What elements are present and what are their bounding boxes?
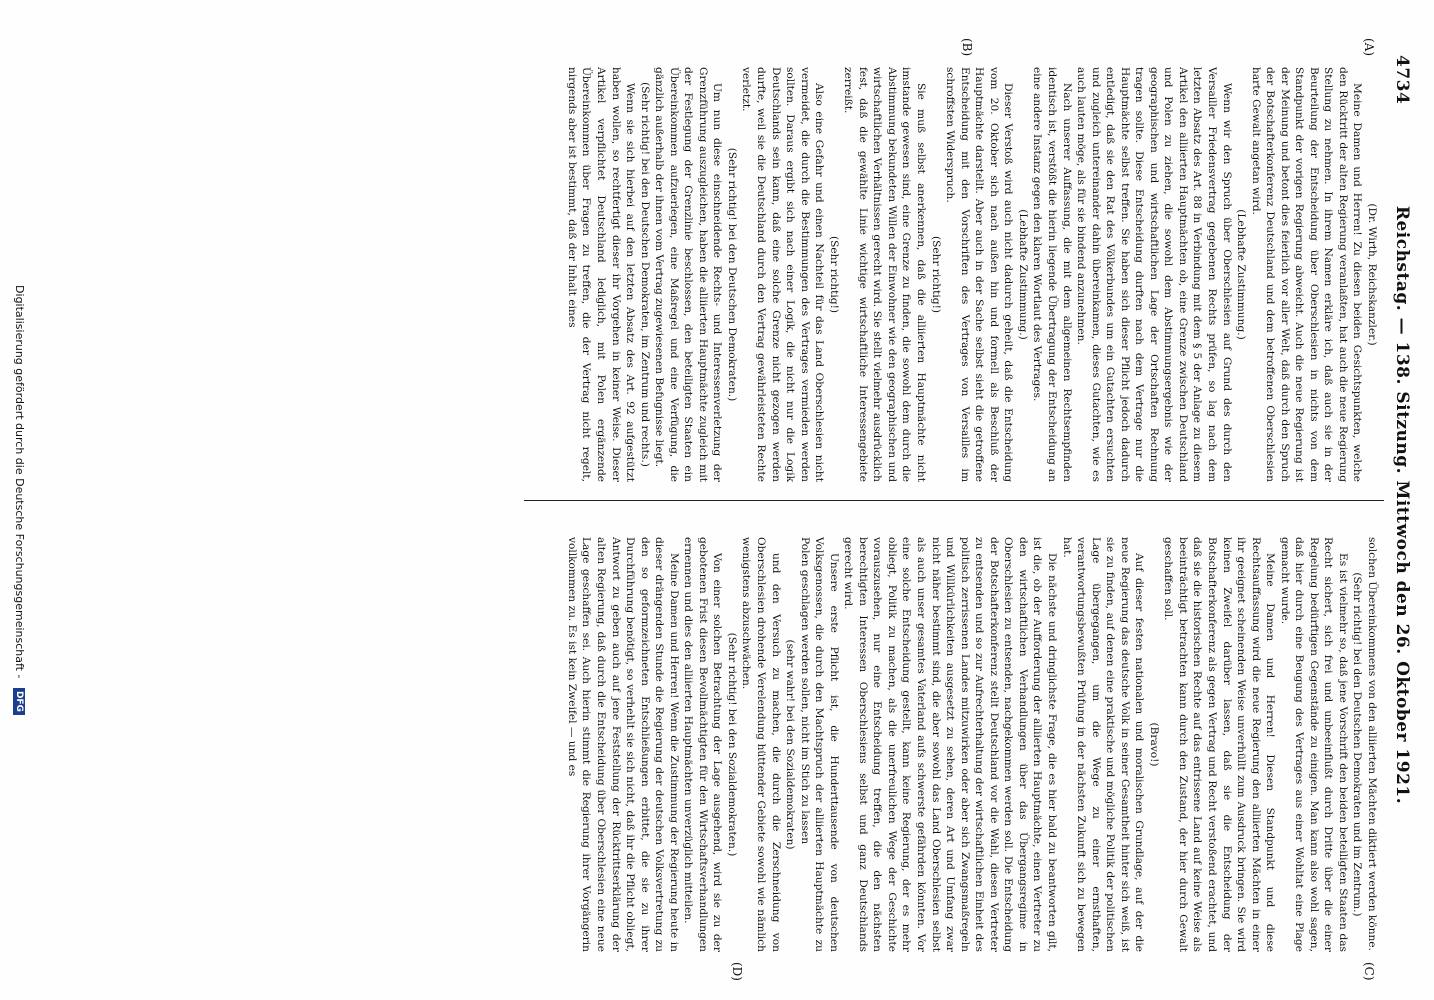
paragraph: Die nächste und dringlichste Frage, die es hier bald zu beantworten gilt, ist die, ob der Aufforderung der alliierten Hauptmächte, einen Vertreter zu den wirtschaftlichen Verhandlungen über das Übergangsregime in Oberschlesien zu entsenden, nachgekommen werden soll. Die Entscheidung der Botschafterkonferenz stellt Deutschland vor die Wahl, diesen Vertreter zu entsenden und so zur Aufrechterhaltung der wirtschaftlichen Einheit des politisch zerrissenen Landes mitzuwirken oder aber sich Zwangsmaßregeln und Willkürlichkeiten ausgesetzt zu sehen, deren Art und Umfang zwar nicht näher bestimmt sind, die aber sowohl das Land Oberschlesien selbst als auch unser gesamtes Vaterland aufs schwerste gefährden könnten. Vor eine solche Entscheidung gestellt, kann keine Regierung, der es mehr obliegt, Politik zu machen, als die unerfreulichen Wege der Geschichte vorauszusehen, nur eine Entscheidung treffen, die den nächsten berechtigten Interessen Oberschlesiens selbst und ganz Deutschlands gerecht wird. [842,537,1058,952]
interjection: (Lebhafte Zustimmung.) [1016,209,1029,340]
interjection: (Bravo!) [1147,722,1160,767]
page-footer [8,0,26,1000]
paragraph: Auf dieser festen nationalen und moralischen Grundlage, auf der die neue Regierung das deutsche Volk in seiner Gesamtheit hinter sich weiß, ist sie zu finden, auf denen eine praktische und mögliche Politik der politischen Lage übergegangen, um die Wege zu einer ernsthaften, verantwortungsbewußten Prüfung in der nächsten Zukunft sich zu bewegen hat. [1060,537,1146,952]
interjection: (Lebhafte Zustimmung.) [1235,209,1248,340]
paragraph: Also eine Gefahr und einen Nachteil für das Land Oberschlesien nicht vermeidet, die durch die Bestimmungen des Vertrages vermieden werden sollten. Daraus ergibt sich nach einer Logik, die nicht nur die Logik Deutschlands sein kann, daß eine solche Grenze nicht gezogen werden durfte, weil sie die Deutschland durch den Vertrag gewährleisteten Rechte verletzt. [740,67,826,482]
paragraph: Dieser Verstoß wird auch nicht dadurch geheilt, daß die Entscheidung vom 20. Oktober sich nach außen hin und formell als Beschluß der Hauptmächte darstellt. Aber auch in der Sache selbst sieht die getroffene Entscheidung mit den Vorschriften des Vertrages von Versailles im schroffsten Widerspruch. [944,67,1015,482]
paragraph: Unsere erste Pflicht ist, die Hunderttausende von deutschen Volksgenossen, die durch den Machtspruch der alliierten Hauptmächte zu Polen geschlagen werden sollen, nicht im Stich zu lassen [798,537,840,952]
paragraph: Sie muß selbst anerkennen, daß die alliierten Hauptmächte nicht imstande gewesen sind, eine Grenze zu finden, die sowohl dem durch die Abstimmung bekundeten Willen der Einwohner wie den geographischen und wirtschaftlichen Verhältnissen gerecht wird. Sie stellt vielmehr ausdrücklich fest, daß die gewählte Linie wichtige wirtschaftliche Interessengebiete zerreißt. [842,67,928,482]
paragraph: Wenn sie sich hierbei auf den letzten Absatz des Art. 92 aufgestützt haben wollen, so rechtfertigt dieser ihr Vorgehen in keiner Weise. Dieser Artikel verpflichtet Deutschland lediglich, mit Polen ergänzende Übereinkommen über Fragen zu treffen, die der Vertrag nicht regelt, nirgends aber ist bestimmt, daß der Inhalt eines [565,67,637,482]
margin-marker-a: (A) [1362,38,1376,57]
right-column [519,537,1379,952]
footer-credit: Digitalisierung gefördert durch die Deutsche Forschungsgemeinschaft - [13,285,26,679]
page-header [1386,55,1420,955]
paragraph: Nach unserer Auffassung, die mit dem allgemeinen Rechtsempfinden identisch ist, verstößt die hierin liegende Übertragung der Entscheidung an eine andere Instanz gegen den klaren Wortlaut des Vertrages. [1031,67,1073,482]
paragraph: Es ist vielmehr so, daß jene Vorschrift den beiden beteiligten Staaten das Recht sichert, sich frei und unbeeinflußt durch Dritte über die einer Regelung bedürftigen Gegenstände zu einigen. Man kann also wohl sagen, daß hier durch eine Beugung des Vertrages aus einer Wohltat eine Plage gemacht wurde. [1278,537,1349,952]
interjection: (Sehr richtig! bei den Deutschen Demokraten, im Zentrum und rechts.) [638,82,651,467]
left-column [519,67,1379,482]
speaker-name: (Dr. Wirth, Reichskanzler.) [1366,203,1378,346]
interjection: (Sehr richtig! bei den Sozialdemokraten.) [725,632,738,857]
margin-marker-c: (C) [1362,962,1376,981]
margin-marker-b: (B) [960,38,974,57]
paragraph: Meine Damen und Herren! Diesen Standpunkt und diese Rechtsauffassung wird die neue Regierung den alliierten Mächten in einer ihr geeignet scheinenden Weise unverhüllt zum Ausdruck bringen. Sie wird keinen Zweifel darüber lassen, daß sie die Entscheidung der Botschafterkonferenz als gegen Vertrag und Recht verstoßend erachtet, und daß sie die historischen Rechte auf das entrissene Land auf keine Weise als beeinträchtigt betrachten kann durch den Zustand, der hier durch Gewalt geschaffen soll. [1162,537,1277,952]
interjection: (Sehr richtig!) [929,236,942,313]
page-number: 4734 [1392,55,1412,105]
paragraph: Von einer solchen Betrachtung der Lage ausgehend, wird sie zu der gebotenen Frist diesen Bevollmächtigten für den Wirtschaftsverhandlungen ernennen und dies den alliierten Hauptmächten unverzüglich mitteilen. [682,537,724,952]
paragraph: solchen Übereinkommens von den alliierten Mächten diktiert werden könne. [1366,537,1378,951]
running-head: Reichstag. — 138. Sitzung. Mittwoch den 26. Oktober 1921. [1392,205,1412,805]
dfg-logo: DFG [13,688,25,715]
paragraph: Um nun diese einschneidende Rechts- und Interessenverletzung der Grenzführung auszugleichen, haben die alliierten Hauptmächte zugleich mit der Festlegung der Grenzlinie beschlossen, den beteiligten Staaten ein Übereinkommen aufzuerlegen, eine Maßregel und eine Verfügung, die gänzlich außerhalb der ihnen vom Vertrag zugewiesenen Befugnisse liegt. [653,67,724,482]
interjection: (Sehr richtig!) [827,236,840,313]
paragraph: Meine Damen und Herren! Zu diesen beiden Gesichtspunkten, welche den Rücktritt der alten Regierung veranlaßten, hat auch die neue Regierung Stellung zu nehmen. In ihrem Namen erkläre ich, daß auch sie in der Beurteilung der Entscheidung über Oberschlesien in nichts von dem Standpunkt der vorigen Regierung abweicht. Auch die neue Regierung ist der Meinung und betont dies feierlich vor aller Welt, daß durch den Spruch der Botschafterkonferenz Deutschland und dem betroffenen Oberschlesien harte Gewalt angetan wird. [1249,67,1364,482]
margin-marker-d: (D) [730,962,744,981]
paragraph: Meine Damen und Herren! Wenn die Zustimmung der Regierung heute in dieser drängenden Stunde die Regierung der deutschen Volksvertretung zu den so geformzeichneten Entschließungen erbittet, die sie zu ihrer Durchführung benötigt, so verhehlt sie sich nicht, daß ihr die Pflicht obliegt, Antwort zu geben auch auf jene Feststellung der Rücktrittserklärung der alten Regierung, daß durch die Entscheidung über Oberschlesien eine neue Lage geschaffen sei. Auch hierin stimmt die Regierung ihrer Vorgängerin vollkommen zu. Es ist kein Zweifel — und es [565,537,680,952]
interjection: (sehr wahr! bei den Sozialdemokraten) [784,639,797,850]
paragraph: und den Versuch zu machen, die durch die Zerschneidung von Oberschlesien drohende Verelendung hüttender Gebiete sowohl wie nämlich wenigstens abzuschwächen. [740,537,782,952]
paragraph: Wenn wir den Spruch über Oberschlesien auf Grund des durch den Versailler Friedensvertrag gegebenen Rechts prüfen, so lag nach dem letzten Absatz des Art. 88 in Verbindung mit dem § 5 der Anlage zu diesem Artikel den alliierten Hauptmächten ob, eine Grenze zwischen Deutschland und Polen zu ziehen, die sowohl dem Abstimmungsergebnis wie der geographischen und wirtschaftlichen Lage der Ortschaften Rechnung tragen sollte. Diese Entscheidung durften nach dem Vertrage nur die Hauptmächte selbst treffen. Sie haben sich dieser Pflicht jedoch dadurch entledigt, daß sie den Rat des Völkerbundes um ein Gutachten ersuchten und zugleich untereinander dahin übereinkamen, dieses Gutachten, wie es auch lauten möge, als für sie bindend anzunehmen. [1075,67,1233,482]
column-divider [524,500,1384,501]
interjection: (Sehr richtig! bei den Deutschen Demokraten.) [725,147,738,402]
interjection: (Sehr richtig! bei den Deutschen Demokraten und im Zentrum.) [1351,572,1364,917]
